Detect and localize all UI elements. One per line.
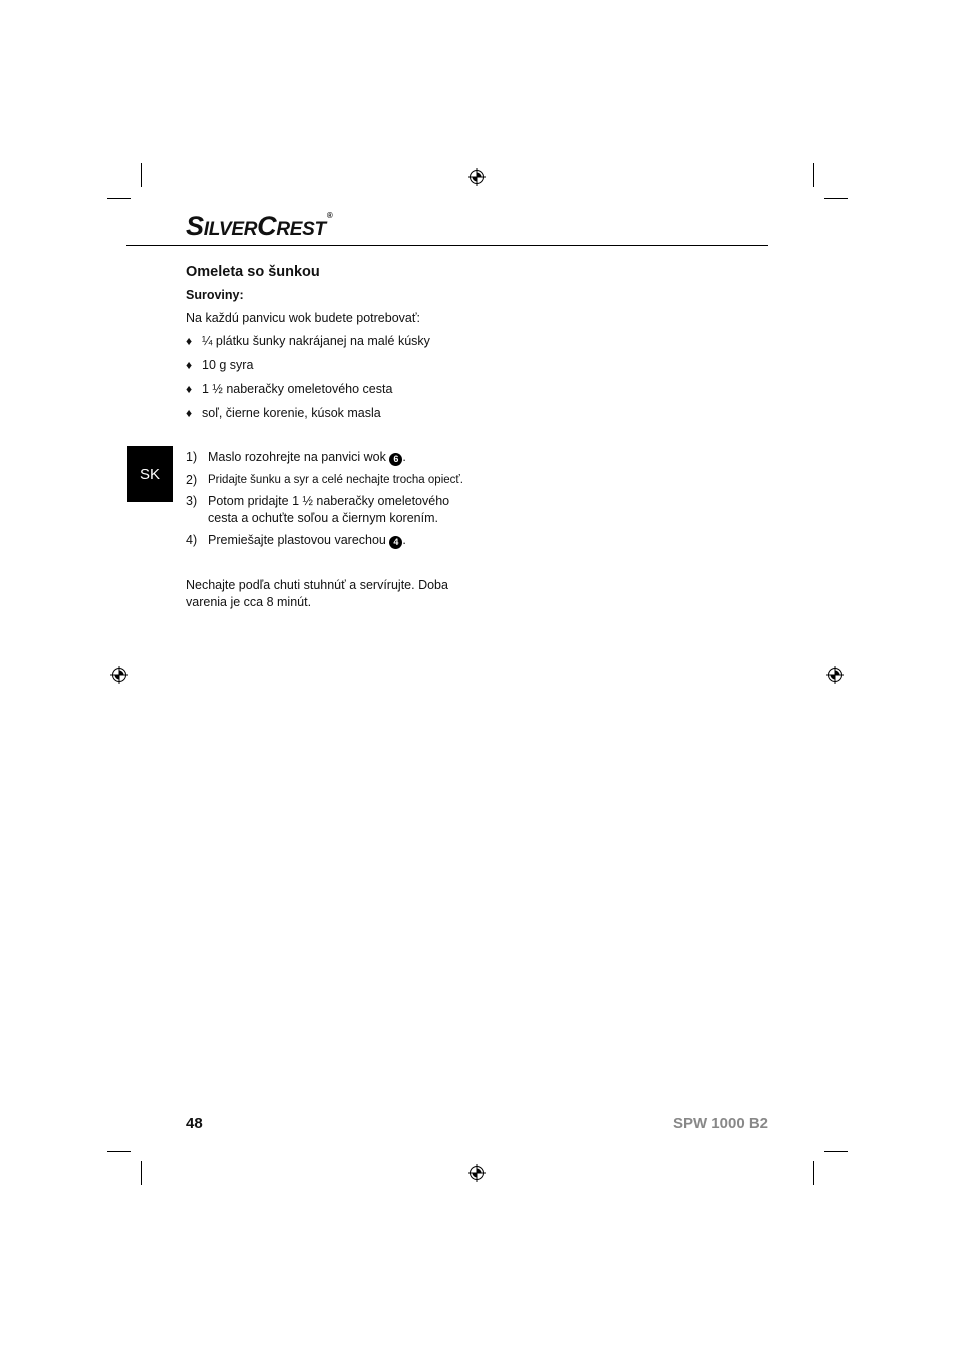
crop-mark	[141, 163, 142, 187]
step-item: 2) Pridajte šunku a syr a celé nechajte trocha opiecť.	[186, 473, 463, 487]
registration-mark-icon	[110, 666, 128, 684]
step-item: 3) Potom pridajte 1 ½ naberačky omeletového cesta a ochuťte soľou a čiernym korením.	[186, 494, 450, 525]
crop-mark	[824, 1151, 848, 1152]
ingredients-heading: Suroviny:	[186, 288, 244, 302]
crop-mark	[107, 198, 131, 199]
model-number: SPW 1000 B2	[672, 1115, 768, 1132]
ingredient-item: ♦ 10 g syra	[186, 358, 254, 372]
closing-note: Nechajte podľa chuti stuhnúť a servírujte. Doba varenia je cca 8 minút.	[186, 578, 448, 609]
language-tab: SK	[127, 446, 173, 502]
crop-mark	[141, 1161, 142, 1185]
step-item: 4) Premiešajte plastovou varechou 4 .	[186, 533, 406, 547]
registration-mark-icon	[468, 1164, 486, 1182]
ingredients-intro: Na každú panvicu wok budete potrebovať:	[186, 311, 421, 325]
ingredient-item: ♦ 1 ½ naberačky omeletového cesta	[186, 382, 393, 396]
part-number-badge: 4	[389, 536, 402, 549]
step-item: 1) Maslo rozohrejte na panvici wok 6 .	[186, 450, 406, 464]
ingredient-item: ♦ ¼ plátku šunky nakrájanej na malé kúsky	[186, 334, 430, 348]
header-rule	[126, 245, 768, 246]
diamond-bullet-icon: ♦	[186, 382, 193, 396]
page-number: 48	[186, 1115, 203, 1132]
crop-mark	[824, 198, 848, 199]
registration-mark-icon	[826, 666, 844, 684]
part-number-badge: 6	[389, 453, 402, 466]
registration-mark-icon	[468, 168, 486, 186]
crop-mark	[107, 1151, 131, 1152]
recipe-title: Omeleta so šunkou	[186, 264, 320, 280]
diamond-bullet-icon: ♦	[186, 334, 193, 348]
crop-mark	[813, 1161, 814, 1185]
crop-mark	[813, 163, 814, 187]
brand-logo: SILVERCREST®	[186, 211, 333, 241]
diamond-bullet-icon: ♦	[186, 406, 193, 420]
ingredient-item: ♦ soľ, čierne korenie, kúsok masla	[186, 406, 381, 420]
diamond-bullet-icon: ♦	[186, 358, 193, 372]
